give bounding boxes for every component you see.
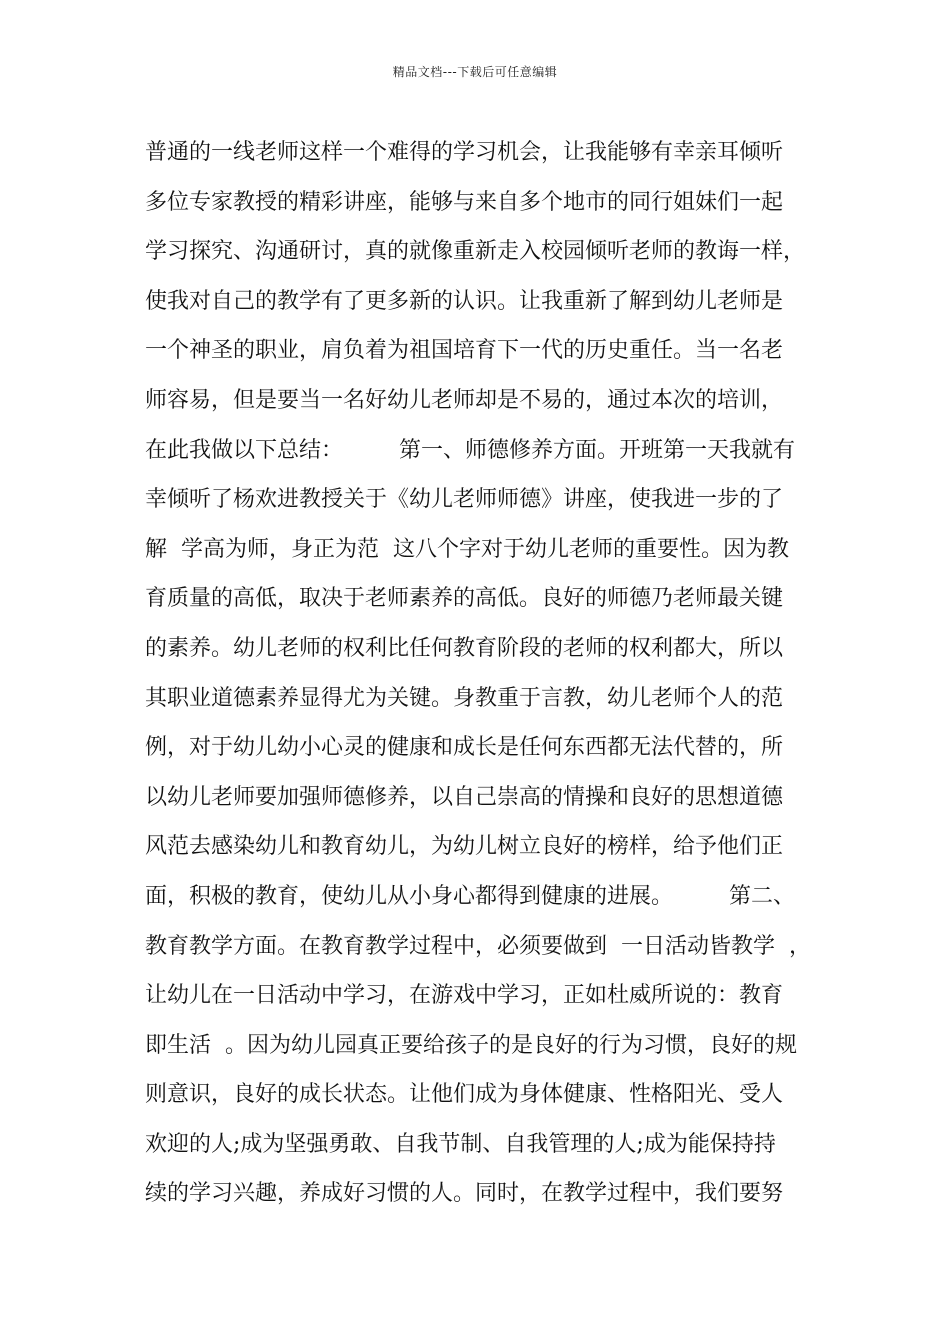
text-line: 育质量的高低，取决于老师素养的高低。良好的师德乃老师最关键 bbox=[145, 586, 784, 612]
text-line: 的素养。幼儿老师的权利比任何教育阶段的老师的权利都大，所以 bbox=[145, 635, 784, 661]
text-line: 普通的一线老师这样一个难得的学习机会，让我能够有幸亲耳倾听 bbox=[145, 140, 784, 165]
text-line: 欢迎的人;成为坚强勇敢、自我节制、自我管理的人;成为能保持持 bbox=[145, 1131, 776, 1157]
text-line: 幸倾听了杨欢进教授关于《幼儿老师师德》讲座，使我进一步的了 bbox=[145, 487, 784, 513]
text-line: 教育教学方面。在教育教学过程中，必须要做到 一日活动皆教学 ， bbox=[145, 933, 811, 959]
text-line: 面，积极的教育，使幼儿从小身心都得到健康的进展。 第二、 bbox=[145, 883, 795, 909]
text-line: 在此我做以下总结： 第一、师德修养方面。开班第一天我就有 bbox=[145, 437, 795, 463]
body-text bbox=[145, 128, 825, 1219]
text-line: 则意识，良好的成长状态。让他们成为身体健康、性格阳光、受人 bbox=[145, 1082, 784, 1108]
text-line: 多位专家教授的精彩讲座，能够与来自多个地市的同行姐妹们一起 bbox=[145, 189, 784, 215]
text-line: 让幼儿在一日活动中学习，在游戏中学习，正如杜威所说的：教育 bbox=[145, 983, 784, 1009]
text-line: 一个神圣的职业，肩负着为祖国培育下一代的历史重任。当一名老 bbox=[145, 338, 784, 364]
text-line: 学习探究、沟通研讨，真的就像重新走入校园倾听老师的教诲一样， bbox=[145, 239, 806, 265]
text-line: 以幼儿老师要加强师德修养，以自己崇高的情操和良好的思想道德 bbox=[145, 784, 784, 810]
text-line: 其职业道德素养显得尤为关键。身教重于言教，幼儿老师个人的范 bbox=[145, 685, 784, 711]
text-line: 师容易，但是要当一名好幼儿老师却是不易的，通过本次的培训， bbox=[145, 387, 784, 413]
text-line: 解 学高为师，身正为范 这八个字对于幼儿老师的重要性。因为教 bbox=[145, 536, 789, 562]
text-line: 例，对于幼儿幼小心灵的健康和成长是任何东西都无法代替的，所 bbox=[145, 735, 784, 761]
text-line: 风范去感染幼儿和教育幼儿，为幼儿树立良好的榜样，给予他们正 bbox=[145, 834, 784, 860]
text-line: 即生活 。因为幼儿园真正要给孩子的是良好的行为习惯，良好的规 bbox=[145, 1032, 797, 1058]
text-line: 续的学习兴趣，养成好习惯的人。同时，在教学过程中，我们要努 bbox=[145, 1181, 784, 1207]
text-line: 使我对自己的教学有了更多新的认识。让我重新了解到幼儿老师是 bbox=[145, 288, 784, 314]
page-header: 精品文档---下载后可任意编辑 bbox=[392, 65, 558, 79]
